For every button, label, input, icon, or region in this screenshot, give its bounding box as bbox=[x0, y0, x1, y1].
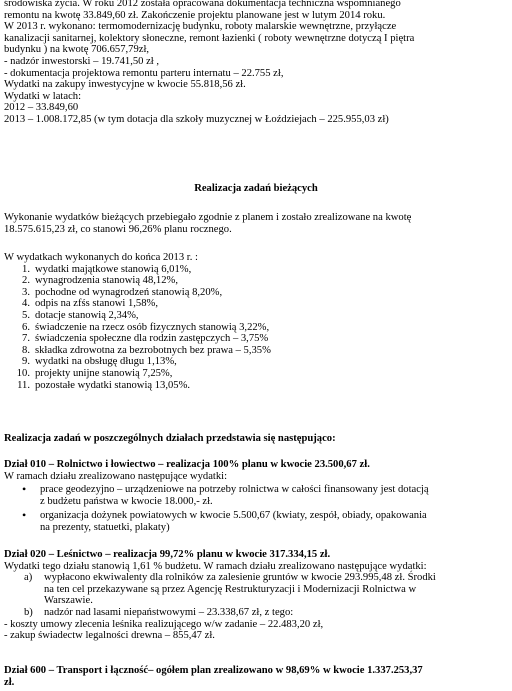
text-line: 2012 – 33.849,60 bbox=[4, 102, 79, 114]
text-line: - zakup świadectw legalności drewna – 855,47 zł. bbox=[4, 630, 215, 642]
expense-list bbox=[4, 264, 508, 392]
current-intro bbox=[4, 212, 508, 235]
dzial-010-bullets bbox=[4, 484, 508, 533]
text-line: W ramach działu zrealizowano następujące wydatki: bbox=[4, 470, 228, 482]
dzial-600-heading: Dział 600 – Transport i łączność– ogółem plan zrealizowano w 98,69% w kwocie 1.337.253,37 zł. bbox=[4, 665, 423, 688]
text-line: budynku ) na kwotę 706.657,79zł, bbox=[4, 44, 150, 56]
list-item: 6. świadczenie na rzecz osób fizycznych stanowią 3,22%, bbox=[22, 321, 270, 333]
list-item: • prace geodezyjno – urządzeniowe na potrzeby rolnictwa w całości finansowany jest dotacją z budżetu państwa w kwocie 18.000,- zł. bbox=[4, 484, 508, 507]
list-intro: W wydatkach wykonanych do końca 2013 r. : bbox=[4, 252, 198, 263]
list-item: 7. świadczenia społeczne dla rodzin zastępczych – 3,75% bbox=[22, 333, 269, 345]
text-line: - dokumentacja projektowa remontu parteru internatu – 22.755 zł, bbox=[4, 67, 284, 79]
text-line: środowiska życia. W roku 2012 została opracowana dokumentacja techniczna wspomnianego bbox=[4, 0, 401, 9]
list-item: 8. składka zdrowotna za bezrobotnych bez prawa – 5,35% bbox=[22, 344, 271, 356]
list-item: 4. odpis na zfśs stanowi 1,58%, bbox=[22, 298, 158, 310]
text-line: 18.575.615,23 zł, co stanowi 96,26% planu rocznego. bbox=[4, 223, 232, 235]
text-line: Wykonanie wydatków bieżących przebiegało zgodnie z planem i zostało zrealizowane na kwotę bbox=[4, 212, 412, 223]
dzial-010-heading: Dział 010 – Rolnictwo i łowiectwo – realizacja 100% planu w kwocie 23.500,67 zł. bbox=[4, 459, 370, 470]
list-item: 1. wydatki majątkowe stanowią 6,01%, bbox=[22, 263, 192, 275]
current-list-block bbox=[4, 252, 508, 391]
text-line: - nadzór inwestorski – 19.741,50 zł , bbox=[4, 55, 160, 67]
list-item: 11. pozostałe wydatki stanowią 13,05%. bbox=[17, 379, 191, 391]
section-heading-current: Realizacja zadań bieżących bbox=[194, 183, 318, 194]
list-item: • organizacja dożynek powiatowych w kwocie 5.500,67 (kwiaty, zespół, obiady, opakowania na prezenty, statuetki, plakaty) bbox=[4, 510, 508, 533]
text-line: remontu na kwotę 33.849,60 zł. Zakończenie projektu planowane jest w lutym 2014 roku. bbox=[4, 9, 386, 21]
top-paragraph bbox=[4, 0, 508, 126]
text-line: W 2013 r. wykonano: termomodernizację budynku, roboty malarskie wewnętrzne, przyłącze bbox=[4, 21, 397, 33]
list-item: 2. wynagrodzenia stanowią 48,12%, bbox=[22, 275, 178, 287]
list-item: 5. dotacje stanowią 2,34%, bbox=[22, 309, 139, 321]
list-item: b) nadzór nad lasami niepaństwowymi – 23.338,67 zł, z tego: bbox=[24, 606, 294, 618]
dzial-010-section bbox=[4, 459, 508, 534]
list-item: a) wypłacono ekwiwalenty dla rolników za zalesienie gruntów w kwocie 293.995,48 zł. Środki na ten cel przekazywane są przez Agencję Restrukturyzacji i Modernizacji Rolnictwa w Warszawie. bbox=[24, 572, 436, 607]
text-line: 2013 – 1.008.172,85 (w tym dotacja dla szkoły muzycznej w Łoździejach – 225.955,03 zł) bbox=[4, 113, 389, 125]
text-line: Wydatki na zakupy inwestycyjne w kwocie 55.818,56 zł. bbox=[4, 79, 246, 91]
text-line: kanalizacji sanitarnej, kolektory słoneczne, remont łazienki ( roboty wewnętrzne dotyczą I piętra bbox=[4, 32, 415, 44]
sections-heading: Realizacja zadań w poszczególnych działach przedstawia się następująco: bbox=[4, 433, 336, 444]
text-line: Wydatki tego działu stanowią 1,61 % budżetu. W ramach działu zrealizowano następujące wydatki: bbox=[4, 560, 427, 572]
list-item: 3. pochodne od wynagrodzeń stanowią 8,20%, bbox=[22, 286, 223, 298]
dzial-020-list bbox=[4, 572, 508, 618]
list-item: 10. projekty unijne stanowią 7,25%, bbox=[16, 367, 173, 379]
dzial-020-heading: Dział 020 – Leśnictwo – realizacja 99,72% planu w kwocie 317.334,15 zł. bbox=[4, 549, 331, 560]
list-item: 9. wydatki na obsługę długu 1,13%, bbox=[22, 356, 177, 368]
text-line: - koszty umowy zlecenia leśnika realizującego w/w zadanie – 22.483,20 zł, bbox=[4, 618, 324, 630]
dzial-020-section bbox=[4, 549, 508, 642]
text-line: Wydatki w latach: bbox=[4, 90, 82, 102]
